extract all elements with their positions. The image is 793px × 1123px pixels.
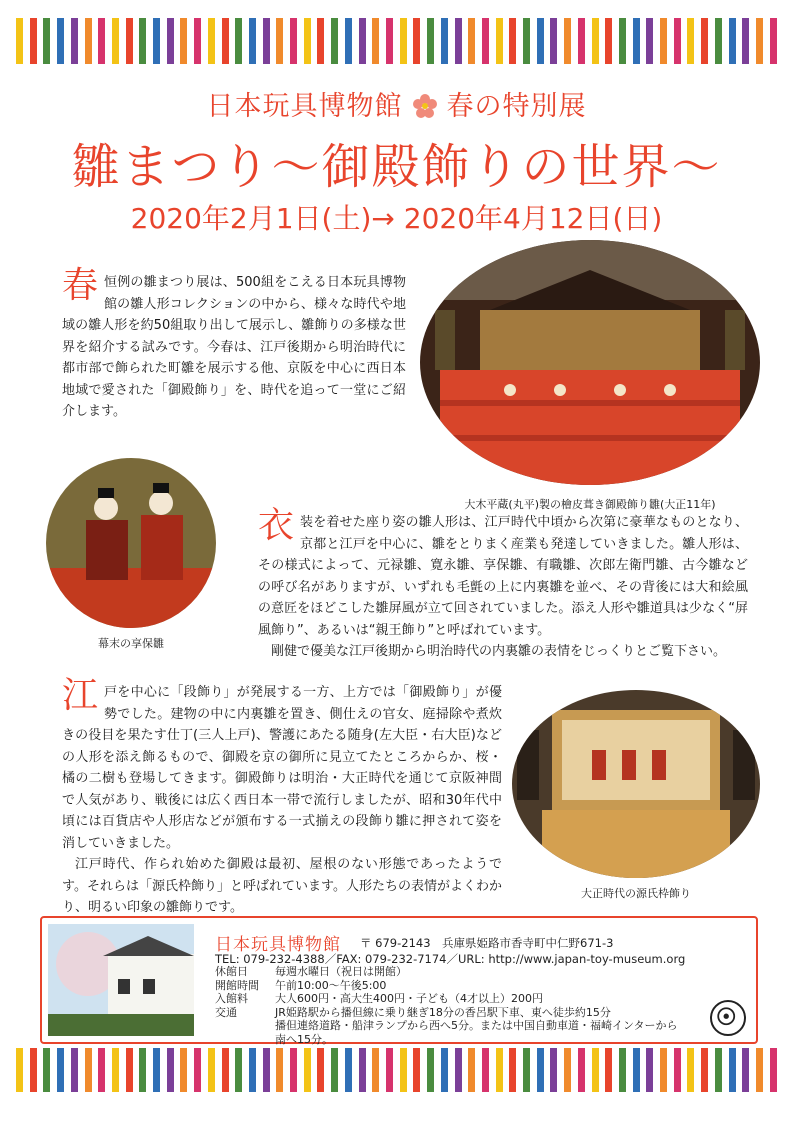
stripe xyxy=(482,18,489,64)
spring-text: 恒例の雛まつり展は、500組をこえる日本玩具博物館の雛人形コレクションの中から、様々な時代や地域の雛人形を約50組取り出して展示し、雛飾りの多様な世界を紹介する試みです。今春は、江戸後期から明治時代に都市部で飾られた町雛を展示する他、京阪を中心に西日本地域で愛された「御殿飾り」を、時代を追って一堂にご紹介します。 xyxy=(62,275,406,419)
stripe xyxy=(633,1048,640,1092)
stripe xyxy=(646,18,653,64)
stripe xyxy=(413,18,420,64)
stripe xyxy=(550,1048,557,1092)
stripe xyxy=(98,18,105,64)
stripe xyxy=(496,1048,503,1092)
stripe xyxy=(756,18,763,64)
stripe xyxy=(98,1048,105,1092)
stripe xyxy=(43,18,50,64)
stripe xyxy=(770,18,777,64)
stripe xyxy=(386,18,393,64)
palace-display-photo xyxy=(420,240,760,485)
kyoho-dolls-photo xyxy=(46,458,216,628)
exhibition-dates: 2020年2月1日(土)→ 2020年4月12日(日) xyxy=(130,202,663,235)
info-row-access: 交通 JR姫路駅から播但線に乗り継ぎ18分の香呂駅下車、東へ徒歩約15分 xyxy=(215,1005,611,1019)
museum-building-photo xyxy=(48,924,194,1036)
stripe xyxy=(167,18,174,64)
stripe xyxy=(605,1048,612,1092)
stripe xyxy=(180,1048,187,1092)
stripe xyxy=(605,18,612,64)
stripe xyxy=(331,1048,338,1092)
stripe xyxy=(126,1048,133,1092)
stripe xyxy=(317,1048,324,1092)
stripe xyxy=(263,1048,270,1092)
stripe xyxy=(509,18,516,64)
stripe xyxy=(660,18,667,64)
stripe xyxy=(235,1048,242,1092)
stripe xyxy=(276,1048,283,1092)
edo-text: 戸を中心に「段飾り」が発展する一方、上方では「御殿飾り」が優勢でした。建物の中に内裏雛を置き、側仕えの官女、庭掃除や煮炊きの役目を果たす仕丁(三人上戸)、警護にあたる随身(左大臣・右大臣)などの人形を添え飾るもので、御殿を京の御所に見立てたところからか、桜・橘の二樹も登場してきます。御殿飾りは明治・大正時代を通じて京阪神間で人気があり、戦後には広く西日本一帯で流行しましたが、昭和30年代中頃には百貨店や人形店などが頒布する一式揃えの段飾り雛に押されて姿を消していきました。 xyxy=(62,685,502,851)
stripe xyxy=(345,1048,352,1092)
stripe xyxy=(304,1048,311,1092)
stripe xyxy=(194,1048,201,1092)
stripe xyxy=(674,1048,681,1092)
clothing-text-2: 剛健で優美な江戸後期から明治時代の内裏雛の表情をじっくりとご覧下さい。 xyxy=(271,644,727,659)
stripe xyxy=(345,18,352,64)
stripe xyxy=(523,18,530,64)
stripe xyxy=(482,1048,489,1092)
info-row-access-3: 南へ15分。 xyxy=(275,1032,333,1046)
museum-info-rows xyxy=(215,965,715,1046)
stripe xyxy=(592,18,599,64)
stripe xyxy=(180,18,187,64)
stripe xyxy=(537,1048,544,1092)
stripe xyxy=(509,1048,516,1092)
flower-icon xyxy=(413,94,437,118)
stripe xyxy=(441,18,448,64)
spring-paragraph xyxy=(62,265,406,423)
exhibition-subtitle xyxy=(0,84,793,123)
stripe xyxy=(57,18,64,64)
stripe xyxy=(687,1048,694,1092)
stripe xyxy=(30,1048,37,1092)
info-row-closed: 休館日 毎週水曜日（祝日は開館） xyxy=(215,965,407,978)
stripe xyxy=(112,18,119,64)
stripe xyxy=(71,18,78,64)
stripe xyxy=(372,1048,379,1092)
clothing-paragraph xyxy=(258,505,748,663)
stripe xyxy=(756,1048,763,1092)
stripe xyxy=(441,1048,448,1092)
stripe xyxy=(592,1048,599,1092)
stripe xyxy=(317,18,324,64)
genji-photo-caption: 大正時代の源氏枠飾り xyxy=(581,887,691,900)
stripe xyxy=(715,1048,722,1092)
stripe xyxy=(400,1048,407,1092)
stripe xyxy=(85,1048,92,1092)
stripe xyxy=(153,1048,160,1092)
stripe xyxy=(674,18,681,64)
stripe xyxy=(249,18,256,64)
stripe xyxy=(43,1048,50,1092)
kyoho-photo-caption: 幕末の享保雛 xyxy=(98,637,164,650)
stripe xyxy=(742,18,749,64)
museum-name-header: 日本玩具博物館 xyxy=(206,91,403,122)
stripe xyxy=(413,1048,420,1092)
museum-address: 〒 679-2143 兵庫県姫路市香寺町中仁野671-3 xyxy=(360,936,614,950)
stripe xyxy=(578,18,585,64)
stripe xyxy=(427,18,434,64)
stripe xyxy=(701,1048,708,1092)
stripe xyxy=(359,1048,366,1092)
edo-paragraph xyxy=(62,675,502,919)
stripe xyxy=(16,1048,23,1092)
stripe xyxy=(619,1048,626,1092)
stripe xyxy=(167,1048,174,1092)
museum-contact: TEL: 079-232-4388／FAX: 079-232-7174／URL: http://www.japan-toy-museum.org xyxy=(215,952,686,966)
stripe xyxy=(112,1048,119,1092)
exhibition-title: 雛まつり～御殿飾りの世界～ xyxy=(71,139,722,195)
stripe xyxy=(304,18,311,64)
stripe xyxy=(139,1048,146,1092)
info-row-access-2: 播但連絡道路・船津ランプから西へ5分。または中国自動車道・福崎インターから xyxy=(275,1019,678,1032)
edo-text-2: 江戸時代、作られ始めた御殿は最初、屋根のない形態であったようです。それらは「源氏枠飾り」と呼ばれています。人形たちの表情がよくわかり、明るい印象の雛飾りです。 xyxy=(62,857,502,915)
stripe xyxy=(85,18,92,64)
stripe xyxy=(729,1048,736,1092)
stripe xyxy=(729,18,736,64)
stripe xyxy=(660,1048,667,1092)
stripe xyxy=(427,1048,434,1092)
stripe xyxy=(564,1048,571,1092)
stripe xyxy=(468,1048,475,1092)
drop-cap-edo: 江 xyxy=(62,675,99,716)
stripe xyxy=(372,18,379,64)
stripe xyxy=(290,18,297,64)
info-row-hours: 開館時間 午前10:00～午後5:00 xyxy=(215,978,387,992)
stripe xyxy=(331,18,338,64)
stripe xyxy=(701,18,708,64)
stripe xyxy=(770,1048,777,1092)
stripe xyxy=(742,1048,749,1092)
stripe xyxy=(139,18,146,64)
info-museum-name: 日本玩具博物館 xyxy=(215,935,341,955)
bottom-stripe-border xyxy=(16,1048,777,1092)
palace-photo-caption: 大木平蔵(丸平)製の檜皮葺き御殿飾り雛(大正11年) xyxy=(464,498,716,511)
stripe xyxy=(16,18,23,64)
genji-frame-photo xyxy=(512,690,760,878)
info-row-fee: 入館料 大人600円・高大生400円・子ども（4才以上）200円 xyxy=(215,992,543,1005)
stripe xyxy=(30,18,37,64)
clothing-text: 装を着せた座り姿の雛人形は、江戸時代中頃から次第に豪華なものとなり、京都と江戸を中心に、雛をとりまく産業も発達していきました。雛人形は、その様式によって、元禄雛、寛永雛、享保雛、有職雛、次郎左衛門雛、古今雛などの呼び名がありますが、いずれも毛氈の上に内裏雛を並べ、その背後には大和絵風の意匠をほどこした雛屏風が立て回されていました。添え人形や雛道具は少なく“屏風飾り”、あるいは“親王飾り”と呼ばれています。 xyxy=(258,515,748,638)
stripe xyxy=(550,18,557,64)
stripe xyxy=(359,18,366,64)
stripe xyxy=(687,18,694,64)
stripe xyxy=(537,18,544,64)
museum-logo-icon xyxy=(710,1000,746,1036)
stripe xyxy=(276,18,283,64)
stripe xyxy=(126,18,133,64)
stripe xyxy=(455,1048,462,1092)
stripe xyxy=(222,18,229,64)
stripe xyxy=(208,1048,215,1092)
stripe xyxy=(249,1048,256,1092)
stripe xyxy=(290,1048,297,1092)
stripe xyxy=(400,18,407,64)
stripe xyxy=(633,18,640,64)
stripe xyxy=(646,1048,653,1092)
top-stripe-border xyxy=(16,18,777,64)
drop-cap-spring: 春 xyxy=(62,265,99,306)
stripe xyxy=(57,1048,64,1092)
stripe xyxy=(564,18,571,64)
drop-cap-clothing: 衣 xyxy=(258,505,295,546)
stripe xyxy=(208,18,215,64)
stripe xyxy=(153,18,160,64)
stripe xyxy=(386,1048,393,1092)
stripe xyxy=(222,1048,229,1092)
stripe xyxy=(263,18,270,64)
exhibition-label: 春の特別展 xyxy=(446,91,587,122)
stripe xyxy=(523,1048,530,1092)
stripe xyxy=(455,18,462,64)
stripe xyxy=(619,18,626,64)
stripe xyxy=(235,18,242,64)
stripe xyxy=(194,18,201,64)
stripe xyxy=(468,18,475,64)
stripe xyxy=(578,1048,585,1092)
stripe xyxy=(71,1048,78,1092)
stripe xyxy=(715,18,722,64)
stripe xyxy=(496,18,503,64)
